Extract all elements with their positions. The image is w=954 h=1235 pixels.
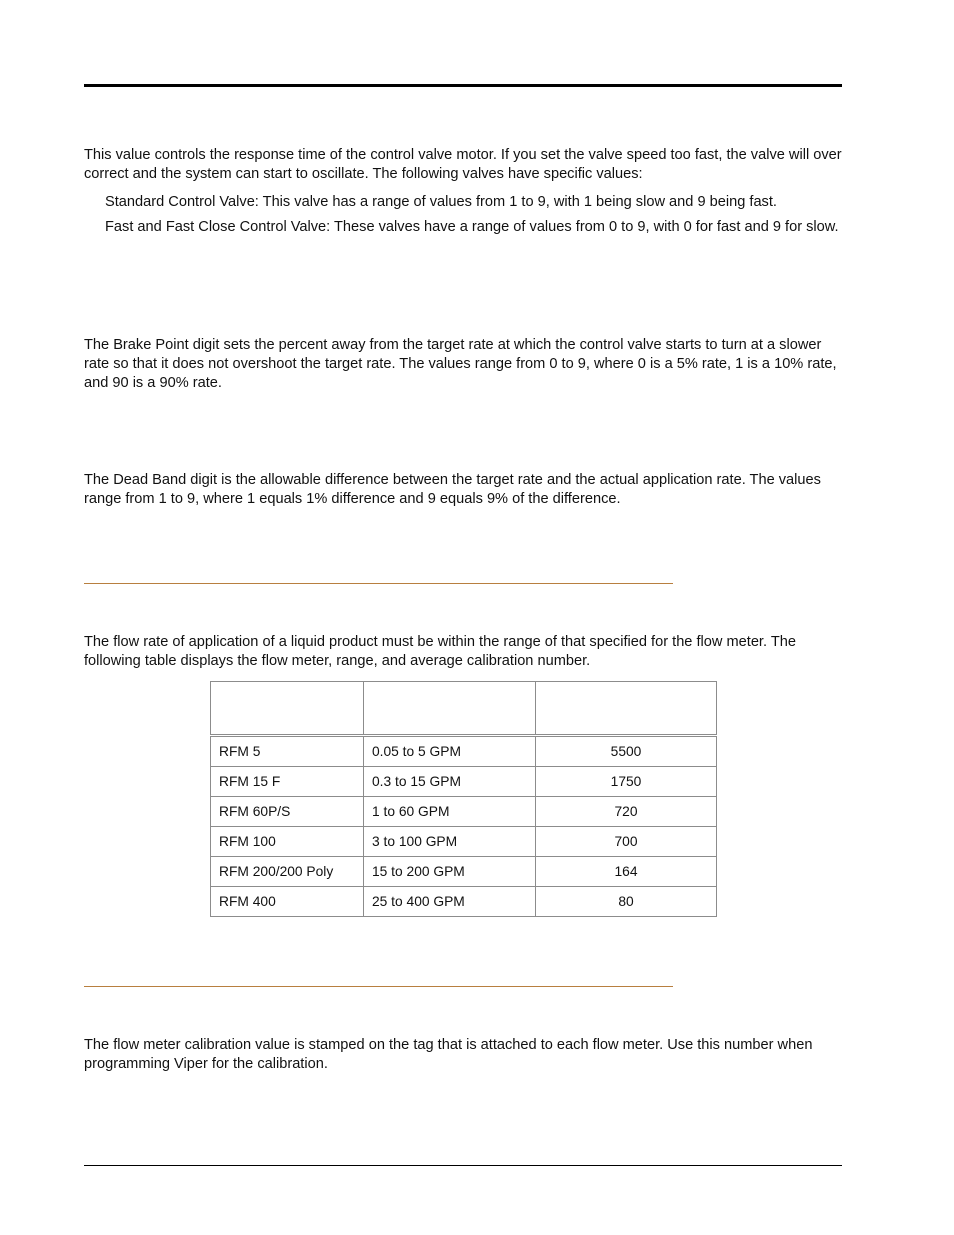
table-row: [211, 857, 717, 887]
table-header-cell: [211, 682, 364, 736]
calibration-cell: 1750: [536, 767, 717, 797]
header-rule: [84, 84, 842, 87]
footer-rule: [84, 1165, 842, 1166]
table-header-cell: [536, 682, 717, 736]
flow-meter-cell: RFM 100: [211, 827, 364, 857]
table-row: [211, 767, 717, 797]
table-header-row: [211, 682, 717, 736]
standard-valve-item: Standard Control Valve: This valve has a range of values from 1 to 9, with 1 being slow and 9 being fast.: [105, 194, 777, 210]
table-row: [211, 887, 717, 917]
calibration-cell: 80: [536, 887, 717, 917]
calibration-text: The flow meter calibration value is stamped on the tag that is attached to each flow meter. Use this number when programming Viper for the calibration.: [84, 1037, 813, 1072]
fast-valve-item: Fast and Fast Close Control Valve: These valves have a range of values from 0 to 9, with 0 for fast and 9 for slow.: [105, 219, 839, 235]
flow-meter-cell: RFM 200/200 Poly: [211, 857, 364, 887]
calibration-cell: 700: [536, 827, 717, 857]
calibration-cell: 5500: [536, 736, 717, 767]
calibration-cell: 720: [536, 797, 717, 827]
section-rule-calibration: [84, 986, 673, 987]
table-row: [211, 827, 717, 857]
range-cell: 25 to 400 GPM: [364, 887, 536, 917]
valve-speed-intro: This value controls the response time of the control valve motor. If you set the valve speed too fast, the valve will over correct and the system can start to oscillate. The following valves have specific values:: [84, 147, 842, 182]
range-cell: 1 to 60 GPM: [364, 797, 536, 827]
brake-point-text: The Brake Point digit sets the percent away from the target rate at which the control valve starts to turn at a slower rate so that it does not overshoot the target rate. The values range from 0 to 9, where 0 is a 5% rate, 1 is a 10% rate, and 90 is a 90% rate.: [84, 337, 837, 391]
range-cell: 0.05 to 5 GPM: [364, 736, 536, 767]
range-cell: 3 to 100 GPM: [364, 827, 536, 857]
flow-meter-table: [210, 681, 717, 917]
table-row: [211, 797, 717, 827]
range-cell: 0.3 to 15 GPM: [364, 767, 536, 797]
table-row: [211, 736, 717, 767]
flow-meter-cell: RFM 15 F: [211, 767, 364, 797]
dead-band-text: The Dead Band digit is the allowable difference between the target rate and the actual application rate. The values range from 1 to 9, where 1 equals 1% difference and 9 equals 9% of the difference.: [84, 472, 821, 507]
flow-meter-cell: RFM 5: [211, 736, 364, 767]
flow-meter-cell: RFM 60P/S: [211, 797, 364, 827]
calibration-cell: 164: [536, 857, 717, 887]
range-cell: 15 to 200 GPM: [364, 857, 536, 887]
flow-meter-intro: The flow rate of application of a liquid product must be within the range of that specified for the flow meter. The following table displays the flow meter, range, and average calibration number.: [84, 634, 796, 669]
section-rule-flow-meter: [84, 583, 673, 584]
flow-meter-cell: RFM 400: [211, 887, 364, 917]
table-header-cell: [364, 682, 536, 736]
